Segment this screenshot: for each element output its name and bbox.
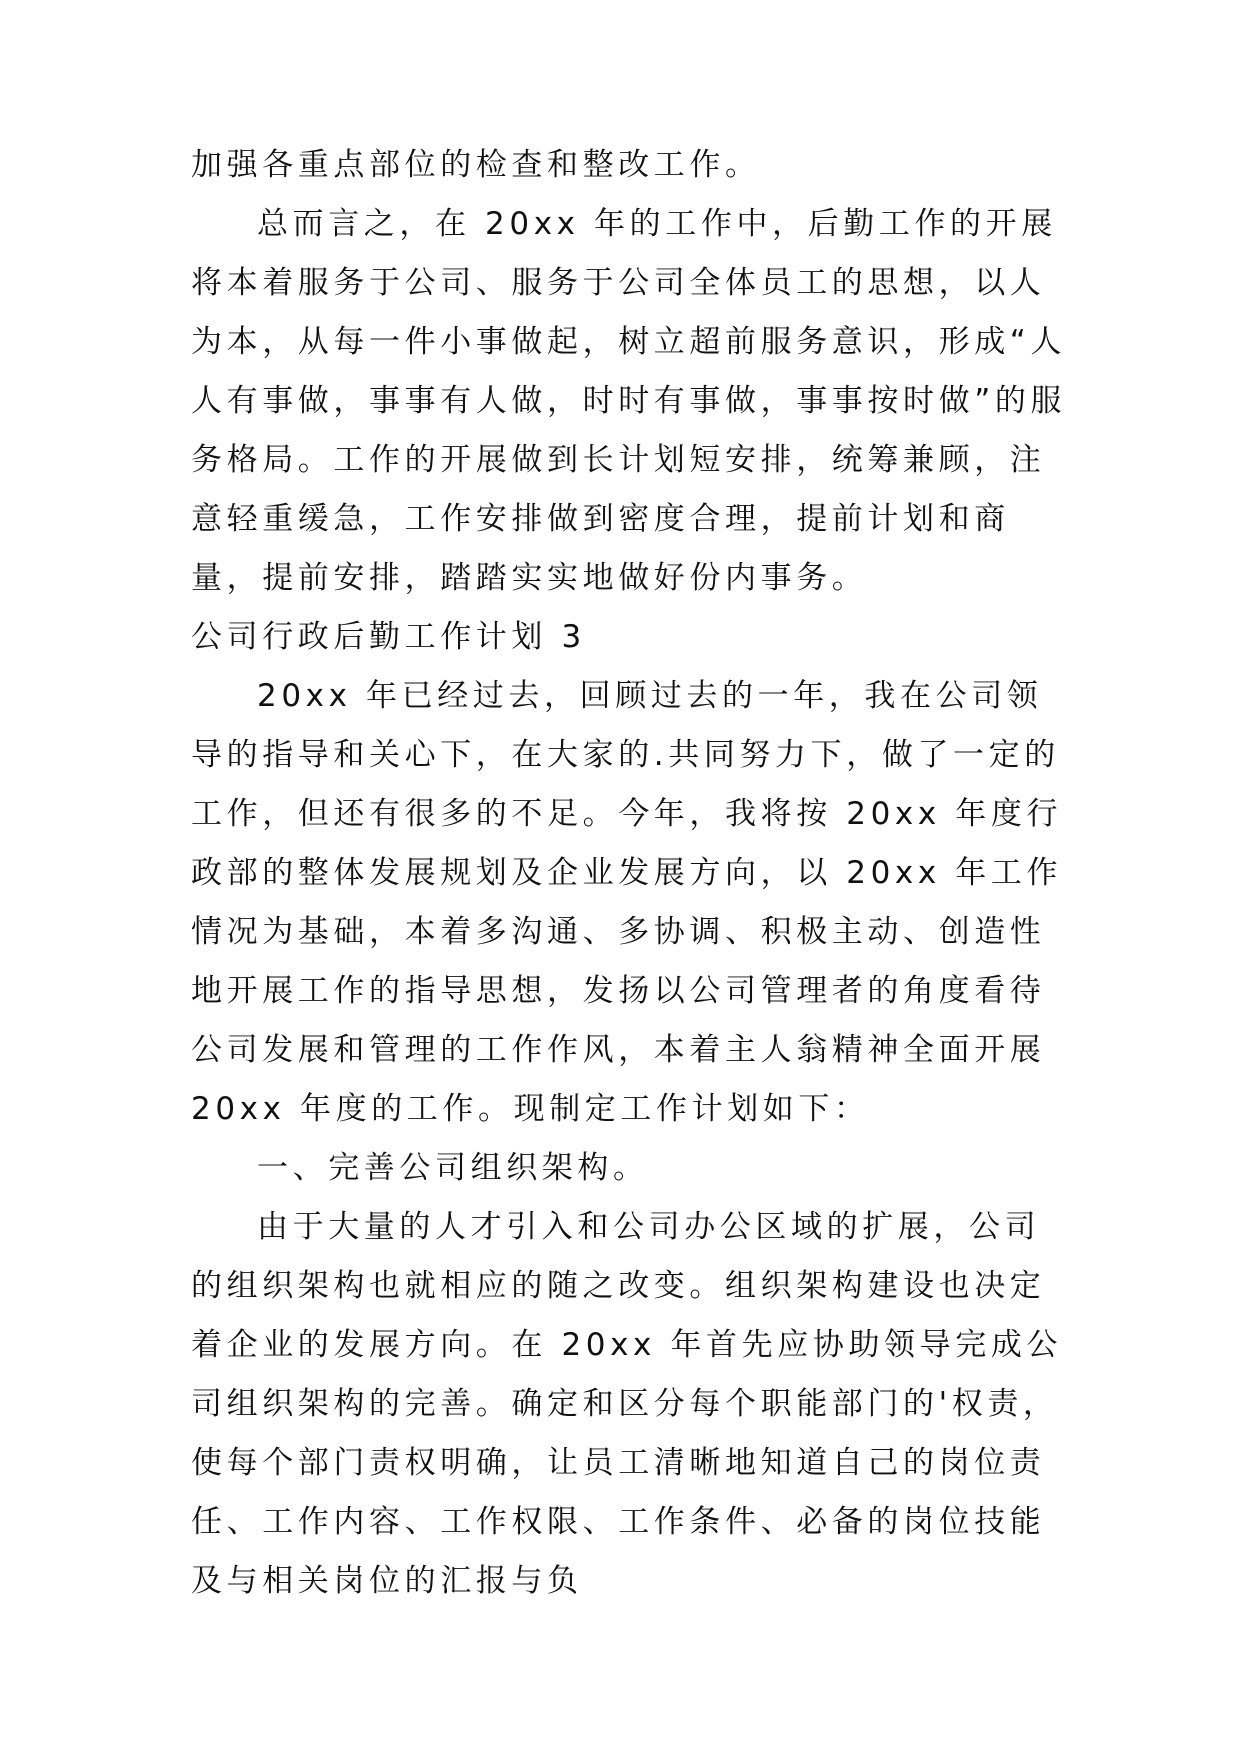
section-heading-3: 公司行政后勤工作计划 3 <box>191 619 586 655</box>
paragraph-2: 总而言之，在 20xx 年的工作中，后勤工作的开展将本着服务于公司、服务于公司全体员工的思想，以人为本，从每一件小事做起，树立超前服务意识，形成“人人有事做，事事有人做，时时有事做，事事按时做”的服务格局。工作的开展做到长计划短安排，统筹兼顾，注意轻重缓急，工作安排做到密度合理，提前计划和商量，提前安排，踏踏实实地做好份内事务。 <box>191 206 1067 596</box>
section-item-1: 一、完善公司组织架构。 <box>257 1150 649 1186</box>
paragraph-3: 20xx 年已经过去，回顾过去的一年，我在公司领导的指导和关心下，在大家的.共同努力下，做了一定的工作，但还有很多的不足。今年，我将按 20xx 年度行政部的整体发展规划及企业发展方向，以 20xx 年工作情况为基础，本着多沟通、多协调、积极主动、创造性地开展工作的指导思想，发扬以公司管理者的角度看待公司发展和管理的工作作风，本着主人翁精神全面开展 20xx 年度的工作。现制定工作计划如下： <box>191 678 1063 1127</box>
paragraph-1: 加强各重点部位的检查和整改工作。 <box>191 147 761 183</box>
document-body <box>191 136 1071 1611</box>
paragraph-5: 由于大量的人才引入和公司办公区域的扩展，公司的组织架构也就相应的随之改变。组织架构建设也决定着企业的发展方向。在 20xx 年首先应协助领导完成公司组织架构的完善。确定和区分每个职能部门的'权责，使每个部门责权明确，让员工清晰地知道自己的岗位责任、工作内容、工作权限、工作条件、必备的岗位技能及与相关岗位的汇报与负 <box>191 1209 1063 1599</box>
